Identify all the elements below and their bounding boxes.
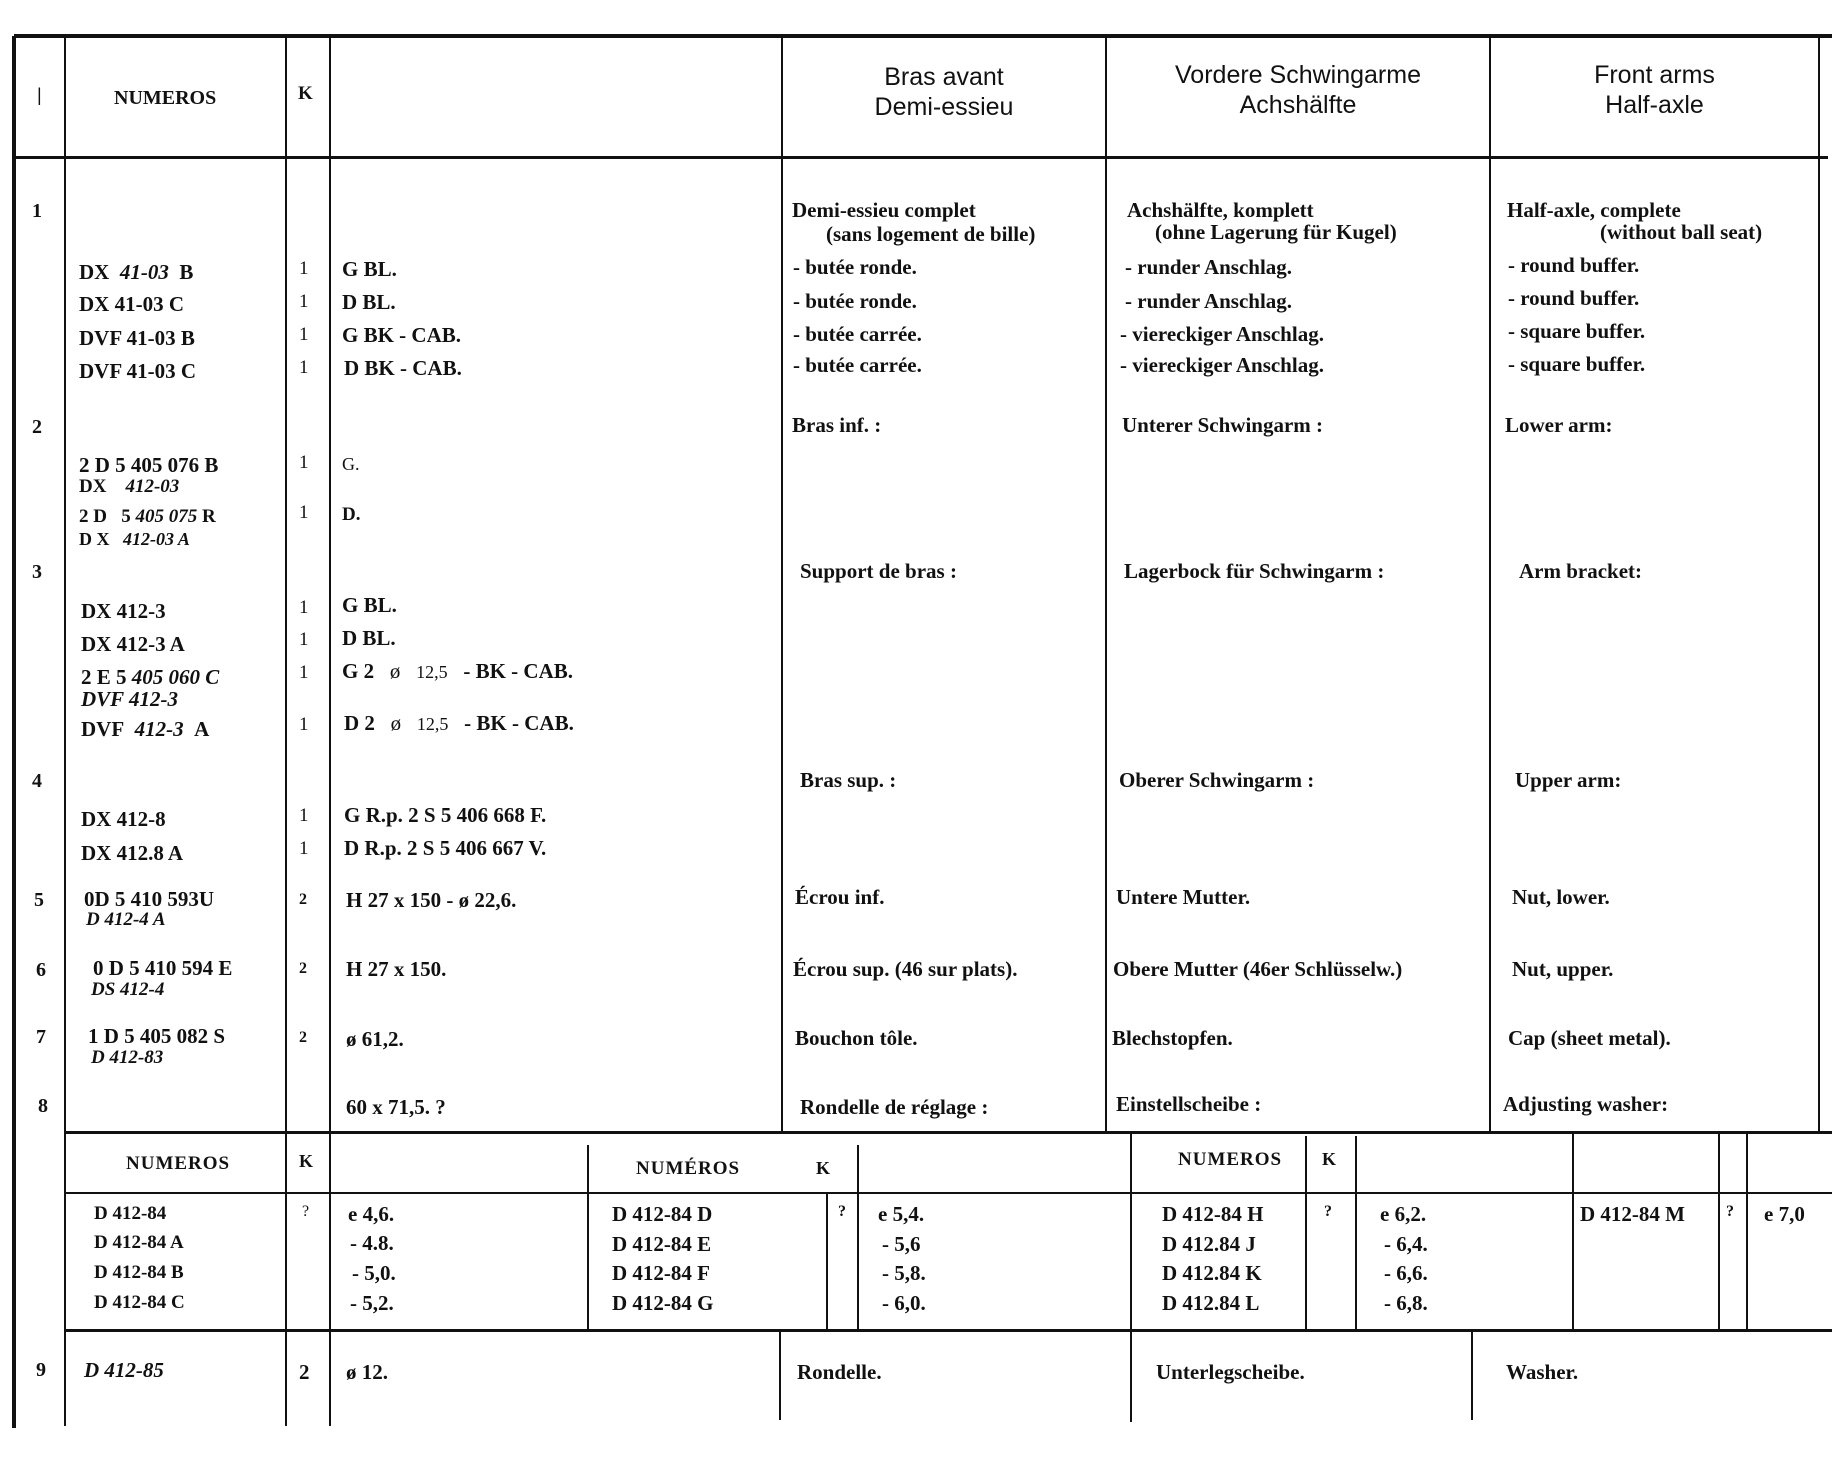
k-quantity: ? xyxy=(302,1203,310,1220)
de-item: - viereckiger Anschlag. xyxy=(1120,353,1324,377)
en-title: Upper arm: xyxy=(1515,768,1622,792)
part-number: 0 D 5 410 594 E xyxy=(93,956,233,980)
fr-title: Écrou sup. (46 sur plats). xyxy=(793,957,1018,981)
part-description: H 27 x 150. xyxy=(346,957,447,981)
group-number: 8 xyxy=(38,1095,48,1117)
part-number: 2 D 5 405 075 R xyxy=(79,506,216,527)
de-title: Obere Mutter (46er Schlüsselw.) xyxy=(1113,957,1403,981)
part-number: 2 D 5 405 076 B xyxy=(79,453,219,477)
group-number: 6 xyxy=(36,959,46,981)
fr-title: Rondelle. xyxy=(797,1360,882,1384)
part-number: 1 D 5 405 082 S xyxy=(88,1024,226,1048)
part-description: G BL. xyxy=(342,593,397,617)
fr-title: Support de bras : xyxy=(800,559,957,583)
en-subtitle: (without ball seat) xyxy=(1600,220,1763,244)
en-title: Cap (sheet metal). xyxy=(1508,1026,1671,1050)
washer-part-number: D 412-84 B xyxy=(94,1262,184,1283)
k-quantity: 1 xyxy=(299,629,309,650)
part-number: 2 E 5 405 060 C xyxy=(81,665,220,689)
part-number-alt: DS 412-4 xyxy=(91,979,165,1000)
de-subtitle: (ohne Lagerung für Kugel) xyxy=(1155,220,1397,244)
de-item: - viereckiger Anschlag. xyxy=(1120,322,1324,346)
col-numeros-header: NUMEROS xyxy=(114,87,217,109)
part-number-alt: DX 412-03 xyxy=(79,476,180,497)
fr-title: Bras sup. : xyxy=(800,768,897,792)
fr-title: Demi-essieu complet xyxy=(792,198,976,222)
de-item: - runder Anschlag. xyxy=(1125,255,1293,279)
fr-title: Bras inf. : xyxy=(792,413,882,437)
part-number: DX 41-03 B xyxy=(79,260,194,284)
part-number-alt: D 412-83 xyxy=(91,1047,164,1068)
washer-part-number: D 412-84 E xyxy=(612,1232,712,1256)
part-number: DX 412-3 A xyxy=(81,632,185,656)
washer-part-number: D 412.84 J xyxy=(1162,1232,1256,1256)
col-k-header: K xyxy=(298,83,313,104)
washer-part-number: D 412-84 xyxy=(94,1203,167,1224)
subtable-k-header: K xyxy=(299,1151,314,1171)
washer-part-number: D 412-84 G xyxy=(612,1291,714,1315)
part-number-alt: DVF 412-3 xyxy=(81,687,179,711)
col-index-header: | xyxy=(37,85,42,105)
k-quantity: 1 xyxy=(299,452,309,473)
group-number: 5 xyxy=(34,889,44,911)
de-item: - runder Anschlag. xyxy=(1125,289,1293,313)
col-en-header: Front arms Half-axle xyxy=(1594,61,1715,119)
washer-thickness: - 4.8. xyxy=(350,1231,394,1255)
washer-part-number: D 412-84 F xyxy=(612,1261,710,1285)
de-title: Blechstopfen. xyxy=(1112,1026,1233,1050)
washer-thickness: - 5,8. xyxy=(882,1261,926,1285)
k-quantity: 1 xyxy=(299,838,309,859)
washer-part-number: D 412-84 D xyxy=(612,1202,713,1226)
part-description: G R.p. 2 S 5 406 668 F. xyxy=(344,803,547,827)
subtable-k-header: K xyxy=(816,1158,831,1178)
part-number: D 412-85 xyxy=(84,1358,164,1382)
en-title: Nut, upper. xyxy=(1512,957,1614,981)
en-title: Arm bracket: xyxy=(1519,559,1643,583)
k-quantity: 1 xyxy=(299,662,309,683)
k-quantity: 2 xyxy=(299,1029,307,1046)
part-description: G 2 ø 12,5 - BK - CAB. xyxy=(342,659,574,683)
part-description: D 2 ø 12,5 - BK - CAB. xyxy=(344,711,574,735)
col-de-header: Vordere Schwingarme Achshälfte xyxy=(1175,61,1421,119)
washer-part-number: D 412.84 L xyxy=(1162,1291,1260,1315)
part-number: 0D 5 410 593U xyxy=(84,887,215,911)
washer-part-number: D 412-84 C xyxy=(94,1292,185,1313)
k-quantity: 1 xyxy=(299,805,309,826)
fr-item: - butée ronde. xyxy=(793,255,917,279)
de-title: Oberer Schwingarm : xyxy=(1119,768,1315,792)
de-title: Achshälfte, komplett xyxy=(1127,198,1314,222)
group-number: 1 xyxy=(32,200,42,222)
fr-item: - butée carrée. xyxy=(793,353,922,377)
group-number: 3 xyxy=(32,561,42,583)
en-title: Adjusting washer: xyxy=(1503,1092,1669,1116)
fr-title: Écrou inf. xyxy=(795,885,885,909)
washer-part-number: D 412-84 A xyxy=(94,1232,184,1253)
washer-thickness: - 6,8. xyxy=(1384,1291,1428,1315)
part-description: H 27 x 150 - ø 22,6. xyxy=(346,888,517,912)
part-number: DX 412-8 xyxy=(81,807,166,831)
part-description: D. xyxy=(342,504,361,525)
fr-subtitle: (sans logement de bille) xyxy=(826,222,1036,246)
washer-part-number: D 412.84 K xyxy=(1162,1261,1262,1285)
part-description: G BL. xyxy=(342,257,397,281)
k-quantity: 1 xyxy=(299,502,309,523)
washer-thickness: - 5,2. xyxy=(350,1291,394,1315)
washer-thickness: - 6,4. xyxy=(1384,1232,1428,1256)
de-title: Lagerbock für Schwingarm : xyxy=(1124,559,1385,583)
k-quantity: 1 xyxy=(299,714,309,735)
washer-thickness: e 6,2. xyxy=(1380,1202,1427,1226)
part-description: G. xyxy=(342,454,360,474)
part-number: DX 412-3 xyxy=(81,599,166,623)
de-title: Unterlegscheibe. xyxy=(1156,1360,1305,1384)
subtable-numeros-header: NUMEROS xyxy=(126,1153,231,1174)
washer-thickness: e 4,6. xyxy=(348,1202,395,1226)
k-quantity: ? xyxy=(838,1203,846,1220)
k-quantity: 2 xyxy=(299,1360,310,1384)
de-title: Untere Mutter. xyxy=(1116,885,1251,909)
en-item: - square buffer. xyxy=(1508,319,1646,343)
en-item: - round buffer. xyxy=(1508,253,1640,277)
k-quantity: ? xyxy=(1324,1203,1332,1220)
part-description: ø 61,2. xyxy=(346,1027,404,1051)
group-number: 2 xyxy=(32,416,42,438)
de-title: Unterer Schwingarm : xyxy=(1122,413,1324,437)
en-item: - square buffer. xyxy=(1508,352,1646,376)
k-quantity: 2 xyxy=(299,891,307,908)
en-title: Nut, lower. xyxy=(1512,885,1610,909)
group-number: 4 xyxy=(32,770,42,792)
fr-title: Rondelle de réglage : xyxy=(800,1095,989,1119)
part-number: DVF 412-3 A xyxy=(81,717,210,741)
washer-part-number: D 412-84 M xyxy=(1580,1202,1685,1226)
part-description: D BK - CAB. xyxy=(344,356,462,380)
part-description: 60 x 71,5. ? xyxy=(346,1095,446,1119)
group-number: 7 xyxy=(36,1026,46,1048)
en-title: Half-axle, complete xyxy=(1507,198,1681,222)
subtable-numeros-header: NUMEROS xyxy=(1178,1149,1283,1170)
k-quantity: 1 xyxy=(299,597,309,618)
part-number: DX 41-03 C xyxy=(79,292,184,316)
part-number: DVF 41-03 C xyxy=(79,359,197,383)
k-quantity: 1 xyxy=(299,324,309,345)
fr-item: - butée ronde. xyxy=(793,289,917,313)
washer-part-number: D 412-84 H xyxy=(1162,1202,1264,1226)
k-quantity: 2 xyxy=(299,960,307,977)
part-description: ø 12. xyxy=(346,1360,388,1384)
group-number: 9 xyxy=(36,1359,46,1381)
washer-thickness: - 5,6 xyxy=(882,1232,921,1256)
subtable-numeros-header: NUMÉROS xyxy=(636,1158,741,1179)
fr-item: - butée carrée. xyxy=(793,322,922,346)
col-fr-header: Bras avant Demi-essieu xyxy=(874,63,1014,121)
washer-thickness: - 5,0. xyxy=(352,1261,396,1285)
part-description: G BK - CAB. xyxy=(342,323,462,347)
washer-thickness: - 6,6. xyxy=(1384,1261,1428,1285)
washer-thickness: - 6,0. xyxy=(882,1291,926,1315)
part-description: D BL. xyxy=(342,290,396,314)
k-quantity: 1 xyxy=(299,258,309,279)
part-number: DX 412.8 A xyxy=(81,841,184,865)
part-number-alt: D 412-4 A xyxy=(86,909,166,930)
en-title: Lower arm: xyxy=(1505,413,1613,437)
en-title: Washer. xyxy=(1506,1360,1579,1384)
fr-title: Bouchon tôle. xyxy=(795,1026,918,1050)
part-description: D BL. xyxy=(342,626,396,650)
de-title: Einstellscheibe : xyxy=(1116,1092,1262,1116)
washer-thickness: e 5,4. xyxy=(878,1202,925,1226)
k-quantity: ? xyxy=(1726,1203,1734,1220)
washer-thickness: e 7,0 xyxy=(1764,1202,1805,1226)
part-description: D R.p. 2 S 5 406 667 V. xyxy=(344,836,547,860)
part-number-alt: D X 412-03 A xyxy=(79,529,190,549)
subtable-k-header: K xyxy=(1322,1149,1337,1169)
part-number: DVF 41-03 B xyxy=(79,326,195,350)
en-item: - round buffer. xyxy=(1508,286,1640,310)
k-quantity: 1 xyxy=(299,357,309,378)
k-quantity: 1 xyxy=(299,291,309,312)
